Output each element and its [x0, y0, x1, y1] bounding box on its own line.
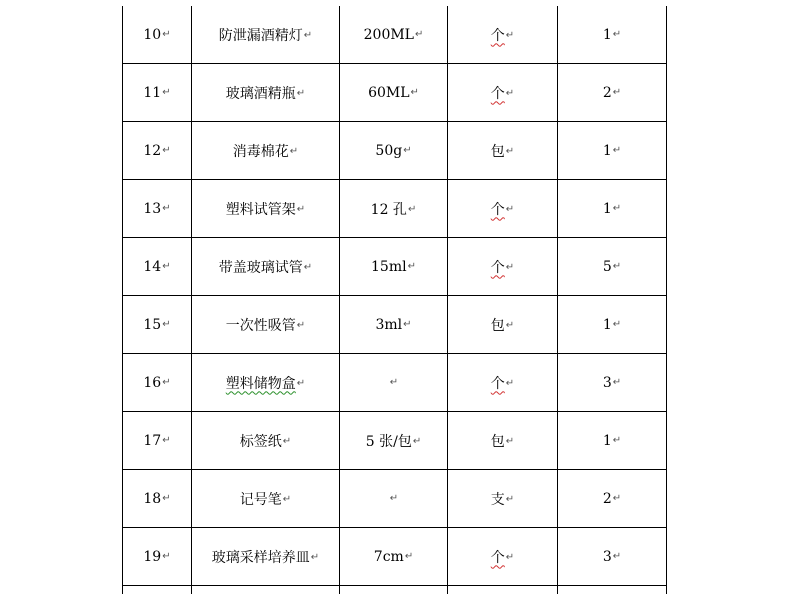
item-spec: 60ML [368, 84, 410, 101]
paragraph-mark-icon: ↵ [282, 436, 292, 447]
item-unit: 个 [490, 259, 505, 276]
paragraph-mark-icon: ↵ [162, 29, 171, 40]
paragraph-mark-icon: ↵ [612, 87, 622, 98]
item-qty-cell[interactable] [558, 354, 667, 412]
paragraph-mark-icon: ↵ [296, 378, 306, 389]
row-number-cell[interactable] [123, 6, 192, 64]
table-row [123, 528, 667, 586]
item-name: 记号笔 [239, 491, 282, 508]
item-unit-cell[interactable] [448, 528, 558, 586]
item-qty-cell[interactable] [558, 412, 667, 470]
paragraph-mark-icon: ↵ [389, 493, 399, 504]
item-name-cell[interactable] [192, 470, 340, 528]
item-name-cell[interactable] [192, 64, 340, 122]
item-spec-cell[interactable] [340, 470, 448, 528]
row-number-cell[interactable] [123, 64, 192, 122]
item-unit: 个 [490, 549, 505, 566]
table-row-partial [123, 586, 667, 595]
item-qty: 2 [602, 490, 612, 507]
row-number-cell[interactable] [123, 122, 192, 180]
paragraph-mark-icon: ↵ [162, 203, 171, 214]
row-number: 10 [143, 26, 162, 43]
item-unit: 个 [490, 27, 505, 44]
paragraph-mark-icon: ↵ [505, 320, 515, 331]
paragraph-mark-icon: ↵ [403, 319, 412, 330]
item-qty-cell[interactable] [558, 238, 667, 296]
row-number: 12 [143, 142, 162, 159]
paragraph-mark-icon: ↵ [505, 146, 515, 157]
paragraph-mark-icon: ↵ [505, 494, 515, 505]
paragraph-mark-icon: ↵ [389, 377, 399, 388]
item-spec-cell[interactable] [340, 6, 448, 64]
paragraph-mark-icon: ↵ [612, 551, 622, 562]
item-qty: 1 [602, 316, 612, 333]
item-spec-cell[interactable] [340, 296, 448, 354]
row-number: 19 [143, 548, 162, 565]
paragraph-mark-icon: ↵ [162, 145, 171, 156]
item-spec: 15ml [371, 258, 407, 275]
item-spec-cell[interactable] [340, 354, 448, 412]
row-number: 11 [143, 84, 162, 101]
item-name-cell[interactable] [192, 354, 340, 412]
paragraph-mark-icon: ↵ [505, 88, 515, 99]
item-unit: 支 [490, 491, 505, 508]
item-qty: 3 [602, 548, 612, 565]
document-table-container [122, 6, 666, 594]
item-unit-cell[interactable] [448, 470, 558, 528]
paragraph-mark-icon: ↵ [404, 551, 414, 562]
item-name-cell[interactable] [192, 238, 340, 296]
item-unit: 包 [490, 317, 505, 334]
equipment-table [122, 6, 667, 594]
item-spec-cell[interactable] [340, 412, 448, 470]
paragraph-mark-icon: ↵ [612, 493, 622, 504]
paragraph-mark-icon: ↵ [612, 29, 622, 40]
paragraph-mark-icon: ↵ [296, 88, 306, 99]
paragraph-mark-icon: ↵ [612, 203, 622, 214]
item-unit-cell[interactable] [448, 64, 558, 122]
paragraph-mark-icon: ↵ [505, 436, 515, 447]
row-number-cell[interactable] [123, 180, 192, 238]
item-unit-cell[interactable] [448, 354, 558, 412]
item-qty: 1 [602, 142, 612, 159]
paragraph-mark-icon: ↵ [414, 29, 424, 40]
paragraph-mark-icon: ↵ [310, 552, 320, 563]
paragraph-mark-icon: ↵ [162, 319, 171, 330]
table-cell[interactable] [558, 586, 667, 595]
item-name: 消毒棉花 [232, 143, 289, 160]
item-spec-cell[interactable] [340, 180, 448, 238]
row-number: 15 [143, 316, 162, 333]
item-qty: 5 [602, 258, 612, 275]
item-qty: 1 [602, 200, 612, 217]
item-spec: 5 张/包 [365, 433, 412, 450]
paragraph-mark-icon: ↵ [505, 262, 515, 273]
item-name: 防泄漏酒精灯 [218, 27, 303, 44]
paragraph-mark-icon: ↵ [289, 146, 299, 157]
item-qty-cell[interactable] [558, 528, 667, 586]
row-number-cell[interactable] [123, 528, 192, 586]
paragraph-mark-icon: ↵ [612, 319, 622, 330]
item-spec-cell[interactable] [340, 528, 448, 586]
item-unit-cell[interactable] [448, 6, 558, 64]
paragraph-mark-icon: ↵ [303, 262, 313, 273]
item-name-cell[interactable] [192, 180, 340, 238]
paragraph-mark-icon: ↵ [282, 494, 292, 505]
item-name: 带盖玻璃试管 [218, 259, 303, 276]
item-qty-cell[interactable] [558, 180, 667, 238]
row-number: 17 [143, 432, 162, 449]
item-qty-cell[interactable] [558, 122, 667, 180]
item-name: 塑料试管架 [225, 201, 296, 218]
paragraph-mark-icon: ↵ [612, 145, 622, 156]
paragraph-mark-icon: ↵ [296, 320, 306, 331]
item-unit: 个 [490, 375, 505, 392]
item-spec-cell[interactable] [340, 122, 448, 180]
table-cell[interactable] [340, 586, 448, 595]
paragraph-mark-icon: ↵ [407, 204, 417, 215]
item-unit-cell[interactable] [448, 412, 558, 470]
paragraph-mark-icon: ↵ [303, 30, 313, 41]
item-unit-cell[interactable] [448, 180, 558, 238]
item-unit: 包 [490, 433, 505, 450]
item-qty-cell[interactable] [558, 6, 667, 64]
item-spec: 12 孔 [370, 201, 407, 218]
item-qty-cell[interactable] [558, 64, 667, 122]
item-unit-cell[interactable] [448, 296, 558, 354]
item-spec: 7cm [373, 548, 404, 565]
paragraph-mark-icon: ↵ [612, 261, 622, 272]
item-qty-cell[interactable] [558, 296, 667, 354]
item-name-cell[interactable] [192, 296, 340, 354]
paragraph-mark-icon: ↵ [162, 435, 171, 446]
table-cell[interactable] [192, 586, 340, 595]
row-number: 16 [143, 374, 162, 391]
row-number-cell[interactable] [123, 470, 192, 528]
item-name: 玻璃酒精瓶 [225, 85, 296, 102]
table-row [123, 6, 667, 64]
item-unit: 个 [490, 85, 505, 102]
item-qty: 1 [602, 26, 612, 43]
item-name: 塑料储物盒 [225, 375, 296, 392]
item-qty: 3 [602, 374, 612, 391]
paragraph-mark-icon: ↵ [162, 261, 171, 272]
row-number: 18 [143, 490, 162, 507]
paragraph-mark-icon: ↵ [505, 30, 515, 41]
paragraph-mark-icon: ↵ [612, 377, 622, 388]
table-cell[interactable] [448, 586, 558, 595]
row-number: 13 [143, 200, 162, 217]
item-name-cell[interactable] [192, 122, 340, 180]
table-row [123, 64, 667, 122]
item-spec-cell[interactable] [340, 238, 448, 296]
paragraph-mark-icon: ↵ [505, 378, 515, 389]
item-unit-cell[interactable] [448, 122, 558, 180]
item-spec: 200ML [363, 26, 414, 43]
item-name-cell[interactable] [192, 528, 340, 586]
row-number-cell[interactable] [123, 238, 192, 296]
item-spec: 3ml [375, 316, 403, 333]
item-qty: 2 [602, 84, 612, 101]
paragraph-mark-icon: ↵ [612, 435, 622, 446]
table-row [123, 238, 667, 296]
paragraph-mark-icon: ↵ [162, 87, 171, 98]
item-name-cell[interactable] [192, 412, 340, 470]
item-unit: 个 [490, 201, 505, 218]
paragraph-mark-icon: ↵ [505, 552, 515, 563]
row-number-cell[interactable] [123, 412, 192, 470]
item-qty-cell[interactable] [558, 470, 667, 528]
item-unit: 包 [490, 143, 505, 160]
table-cell[interactable] [123, 586, 192, 595]
table-row [123, 122, 667, 180]
item-unit-cell[interactable] [448, 238, 558, 296]
paragraph-mark-icon: ↵ [403, 145, 412, 156]
paragraph-mark-icon: ↵ [505, 204, 515, 215]
table-row [123, 354, 667, 412]
item-name-cell[interactable] [192, 6, 340, 64]
paragraph-mark-icon: ↵ [410, 87, 419, 98]
item-name: 玻璃采样培养皿 [211, 549, 310, 566]
item-name: 标签纸 [239, 433, 282, 450]
item-qty: 1 [602, 432, 612, 449]
paragraph-mark-icon: ↵ [412, 436, 422, 447]
table-row [123, 470, 667, 528]
paragraph-mark-icon: ↵ [407, 261, 416, 272]
paragraph-mark-icon: ↵ [162, 493, 171, 504]
paragraph-mark-icon: ↵ [162, 551, 171, 562]
paragraph-mark-icon: ↵ [296, 204, 306, 215]
item-spec: 50g [375, 142, 403, 159]
row-number: 14 [143, 258, 162, 275]
table-row [123, 412, 667, 470]
paragraph-mark-icon: ↵ [162, 377, 171, 388]
row-number-cell[interactable] [123, 296, 192, 354]
table-row [123, 180, 667, 238]
item-name: 一次性吸管 [225, 317, 296, 334]
item-spec-cell[interactable] [340, 64, 448, 122]
table-row [123, 296, 667, 354]
row-number-cell[interactable] [123, 354, 192, 412]
